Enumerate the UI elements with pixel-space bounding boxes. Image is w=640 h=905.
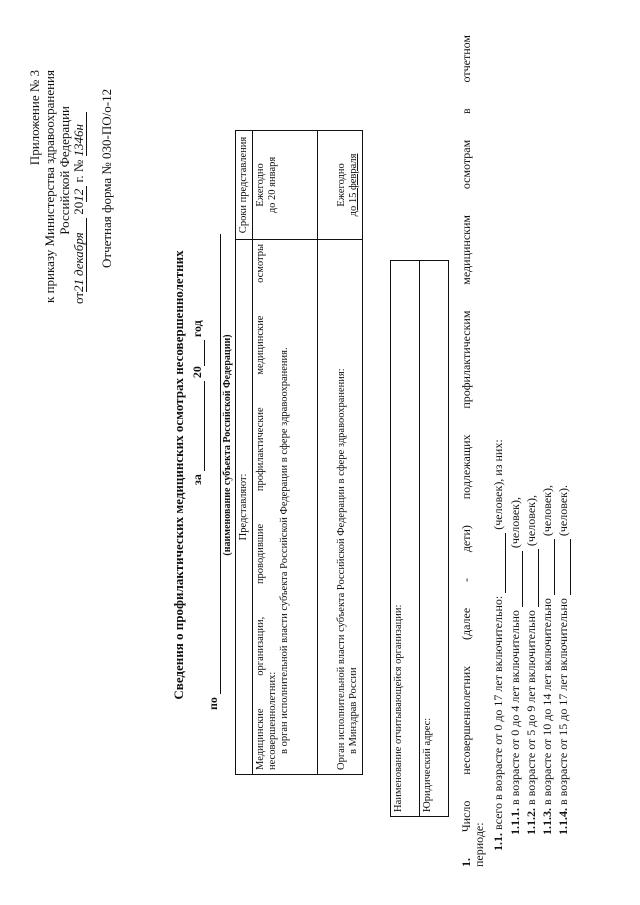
period-line xyxy=(191,320,205,485)
legal-address-cell xyxy=(420,261,449,817)
section-1-heading xyxy=(460,35,486,867)
reporting-table-header xyxy=(236,131,253,775)
table-row xyxy=(253,131,318,775)
appendix-order-line xyxy=(72,112,87,304)
age-group-item-2 xyxy=(525,495,539,835)
total-children-unit: (человек), из них: xyxy=(491,439,505,530)
deadline-2-a: Ежегодно xyxy=(336,163,347,207)
deadline-2-b: до 15 февраля xyxy=(348,153,359,217)
section-1-number: 1. xyxy=(459,858,473,867)
age-group-text: в возрасте от 15 до 17 лет включительно xyxy=(556,598,570,805)
period-year-blank xyxy=(191,340,205,366)
age-group-blank xyxy=(557,539,571,595)
subject-line xyxy=(207,234,221,710)
subject-blank xyxy=(207,234,221,694)
deadline-cell-1 xyxy=(253,131,318,240)
order-year-suffix: 12 xyxy=(72,186,87,202)
order-number: 1346н xyxy=(72,112,87,156)
age-group-unit: (человек). xyxy=(556,485,570,537)
appendix-title: Приложение № 3 xyxy=(27,70,42,166)
order-month: декабря xyxy=(72,218,87,276)
order-year-prefix: 20 xyxy=(71,201,86,215)
legal-address-label: Юридический адрес: xyxy=(422,717,433,812)
submitter-medical-orgs-c: в орган исполнительной власти субъекта Российской Федерации в сфере здравоохранения. xyxy=(279,347,290,754)
period-za-label: за xyxy=(190,474,204,485)
item-number: 1.1.2. xyxy=(524,808,538,835)
age-group-unit: (человек), xyxy=(524,495,538,547)
age-group-item-4 xyxy=(557,485,571,835)
deadline-1-b: до 20 января xyxy=(267,156,278,214)
age-group-item-3 xyxy=(541,485,555,835)
appendix-order-ref: к приказу Министерства здравоохранения xyxy=(42,70,57,303)
table-row xyxy=(420,261,449,817)
period-year-word: год xyxy=(190,320,204,338)
reporting-table xyxy=(235,130,363,775)
item-number: 1.1.3. xyxy=(540,808,554,835)
appendix-ministry: Российской Федерации xyxy=(57,106,72,235)
item-number: 1.1.4. xyxy=(556,808,570,835)
submitter-medical-orgs-a: Медицинские организации, проводившие профилактические медицинские осмотры xyxy=(255,243,266,770)
table-row xyxy=(318,131,363,775)
table-row xyxy=(391,261,420,817)
org-name-cell xyxy=(391,261,420,817)
deadline-cell-2 xyxy=(318,131,363,240)
subject-po-label: по xyxy=(206,697,220,710)
section-1-intro: 1. Число несовершеннолетних (далее - дети) подлежащих профилактическим медицинским осмотрам в отчетном xyxy=(459,34,473,867)
order-day: 21 xyxy=(72,276,87,292)
submitter-executive-body-b: в Минздрав России xyxy=(348,667,359,754)
deadline-1-a: Ежегодно xyxy=(255,163,266,207)
organization-table xyxy=(390,260,449,817)
age-group-unit: (человек), xyxy=(540,485,554,537)
age-group-text: в возрасте от 5 до 9 лет включительно xyxy=(524,610,538,805)
submitter-cell-executive-body xyxy=(318,239,363,774)
total-children-blank xyxy=(492,533,506,593)
item-number-1-1: 1.1. xyxy=(491,833,505,851)
age-group-item-1 xyxy=(509,497,523,835)
form-code: Отчетная форма № 030-ПО/о-12 xyxy=(99,88,114,268)
org-name-label: Наименование отчитывающейся организации: xyxy=(393,604,404,812)
reporting-table-col-submitters: Представляют: xyxy=(236,239,253,774)
age-group-blank xyxy=(525,549,539,607)
subject-caption: (наименование субъекта Российской Федерации) xyxy=(222,334,233,556)
age-group-blank xyxy=(541,539,555,595)
submitter-cell-medical-orgs xyxy=(253,239,318,774)
order-number-label: г. № xyxy=(71,159,86,183)
item-number: 1.1.1. xyxy=(508,808,522,835)
age-group-text: в возрасте от 0 до 4 лет включительно xyxy=(508,610,522,805)
total-children-line xyxy=(492,439,506,851)
document-title: Сведения о профилактических медицинских осмотрах несовершеннолетних xyxy=(171,250,186,700)
section-1-period: периоде: xyxy=(472,822,486,867)
submitter-medical-orgs-b: несовершеннолетних: xyxy=(267,671,278,770)
order-from-label: от xyxy=(71,291,86,304)
age-group-text: в возрасте от 10 до 14 лет включительно xyxy=(540,598,554,805)
age-group-unit: (человек), xyxy=(508,497,522,549)
period-blank xyxy=(191,381,205,471)
total-children-text: всего в возрасте от 0 до 17 лет включительно: xyxy=(491,595,505,830)
period-year-prefix: 20 xyxy=(190,366,204,379)
submitter-executive-body-a: Орган исполнительной власти субъекта Российской Федерации в сфере здравоохранения: xyxy=(336,368,347,770)
age-group-blank xyxy=(509,551,523,607)
reporting-table-col-deadlines: Сроки представления xyxy=(236,131,253,240)
